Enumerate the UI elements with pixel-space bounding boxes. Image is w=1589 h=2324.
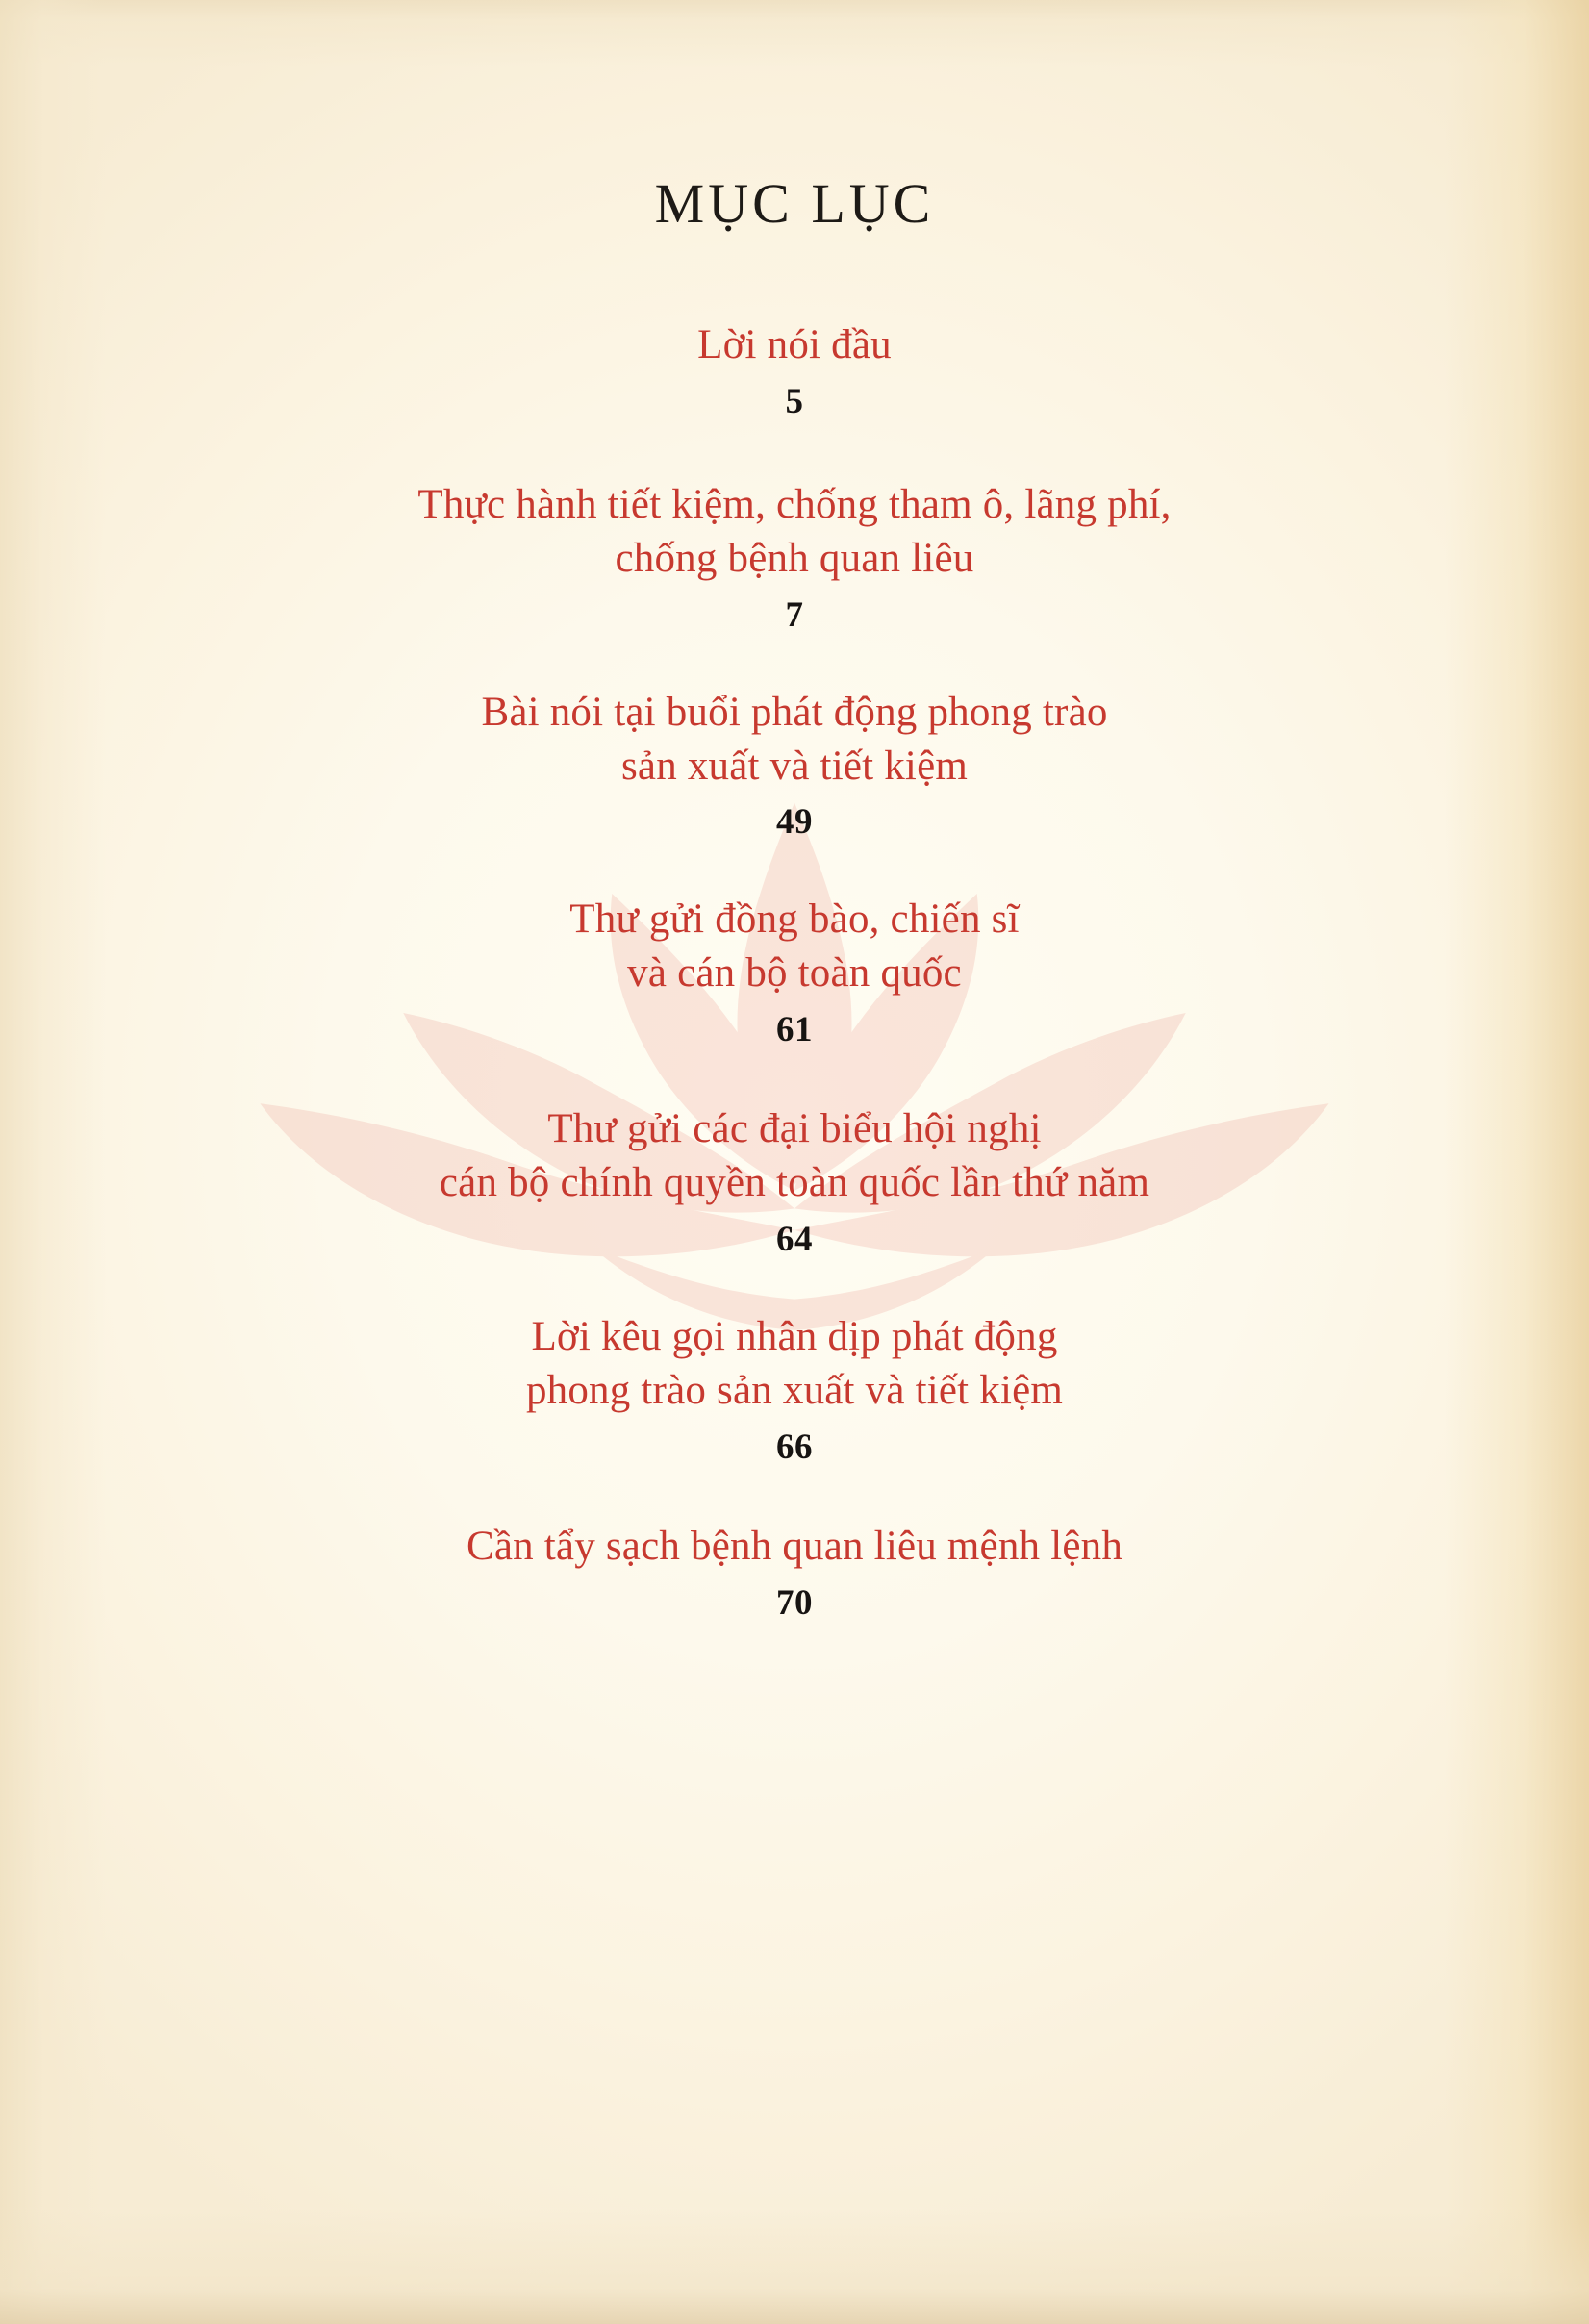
toc-entry-list xyxy=(144,318,1445,1624)
toc-entry-title xyxy=(144,318,1445,372)
toc-entry-page-number: 64 xyxy=(776,1220,813,1260)
toc-entry[interactable] xyxy=(144,686,1445,844)
toc-entry-title xyxy=(144,1310,1445,1418)
toc-entry-title-line: và cán bộ toàn quốc xyxy=(627,950,962,997)
toc-entry-title-line: Thư gửi các đại biểu hội nghị xyxy=(547,1106,1042,1152)
toc-entry-title-line: cán bộ chính quyền toàn quốc lần thứ năm xyxy=(439,1160,1150,1206)
toc-entry-title-line: Thực hành tiết kiệm, chống tham ô, lãng phí, xyxy=(417,481,1172,527)
toc-entry-page-number: 49 xyxy=(776,802,813,843)
toc-entry[interactable] xyxy=(144,1520,1445,1624)
toc-entry[interactable] xyxy=(144,893,1445,1050)
toc-entry-title-line: Bài nói tại buổi phát động phong trào xyxy=(481,689,1108,735)
toc-entry-page-number: 70 xyxy=(776,1582,813,1623)
toc-entry-title xyxy=(144,1520,1445,1574)
toc-entry-title-line: phong trào sản xuất và tiết kiệm xyxy=(525,1367,1064,1413)
toc-entry-title-line: Lời kêu gọi nhân dịp phát động xyxy=(531,1314,1058,1360)
toc-entry[interactable] xyxy=(144,318,1445,422)
toc-entry-title xyxy=(144,686,1445,794)
toc-entry-title xyxy=(144,478,1445,586)
toc-entry-title xyxy=(144,893,1445,1000)
toc-entry-title-line: Lời nói đầu xyxy=(697,322,892,367)
toc-entry-title-line: Thư gửi đồng bào, chiến sĩ xyxy=(569,897,1020,943)
toc-entry-title-line: sản xuất và tiết kiệm xyxy=(620,743,969,789)
toc-entry[interactable] xyxy=(144,1310,1445,1468)
toc-entry-title-line: chống bệnh quan liêu xyxy=(615,535,974,581)
toc-entry[interactable] xyxy=(144,1102,1445,1260)
toc-entry[interactable] xyxy=(144,478,1445,636)
toc-entry-title xyxy=(144,1102,1445,1210)
toc-entry-page-number: 61 xyxy=(776,1010,813,1050)
page-title: MỤC LỤC xyxy=(654,172,935,235)
toc-entry-page-number: 7 xyxy=(785,594,804,635)
toc-entry-page-number: 5 xyxy=(785,381,804,421)
toc-entry-page-number: 66 xyxy=(776,1427,813,1467)
toc-entry-title-line: Cần tẩy sạch bệnh quan liêu mệnh lệnh xyxy=(466,1523,1123,1569)
